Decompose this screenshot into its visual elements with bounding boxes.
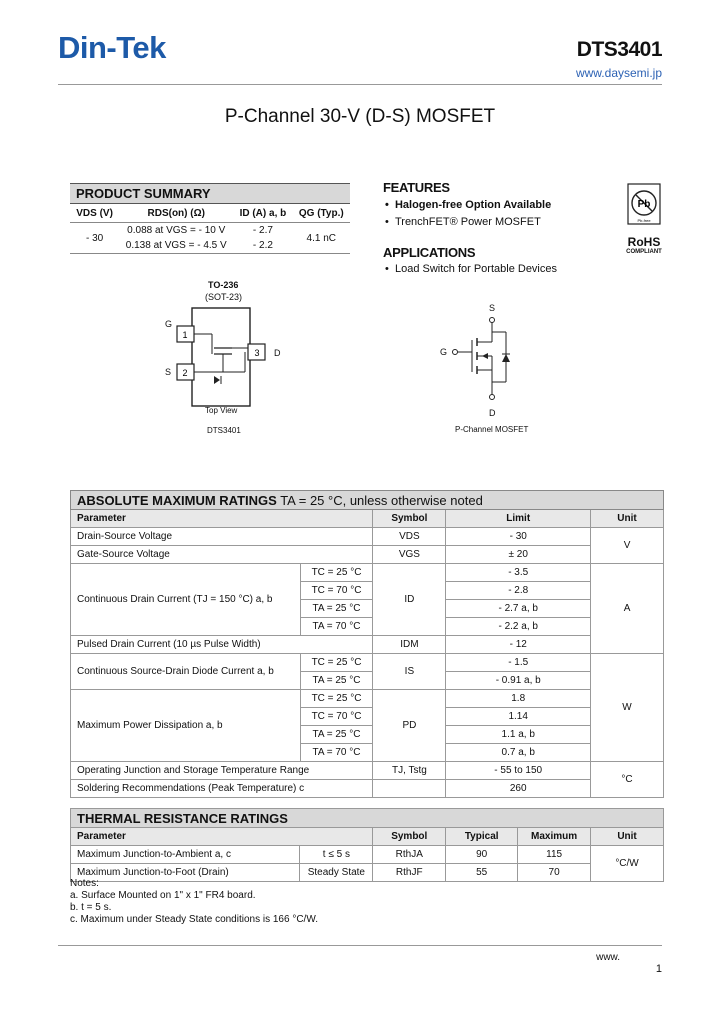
table-row: Maximum Junction-to-Foot (Drain) Steady State RthJF 55 70 <box>71 864 664 882</box>
package-sub: (SOT-23) <box>205 292 243 302</box>
website-link[interactable]: www.daysemi.jp <box>575 66 662 80</box>
thermal-resistance-table: THERMAL RESISTANCE RATINGS Parameter Symbol Typical Maximum Unit Maximum Junction-to-Ambient a, c t ≤ 5 s RthJA 90 115 °C/W Maximum Junction-to-Foot (Drain) Steady State RthJF 55 70 <box>70 808 664 882</box>
package-name: TO-236 <box>208 280 239 290</box>
amr-col-unit: Unit <box>591 510 664 528</box>
svg-text:Pb-free: Pb-free <box>637 218 651 223</box>
pin-d-label: D <box>274 348 281 358</box>
symbol-s-label: S <box>489 303 496 313</box>
pin-g-label: G <box>165 319 173 329</box>
col-id: ID (A) a, b <box>233 204 292 223</box>
footer-divider <box>58 945 662 946</box>
svg-text:3: 3 <box>254 348 260 358</box>
svg-text:Pb: Pb <box>637 199 651 210</box>
features-heading: FEATURES <box>383 180 450 195</box>
table-row: TA = 25 °C - 0.91 a, b <box>71 672 664 690</box>
absolute-maximum-ratings-table <box>70 490 664 798</box>
applications-heading: APPLICATIONS <box>383 245 476 260</box>
rohs-label: RoHS <box>627 235 661 249</box>
page-title: P-Channel 30-V (D-S) MOSFET <box>224 106 496 127</box>
table-row: TA = 70 °C - 2.2 a, b <box>71 618 664 636</box>
header-divider <box>58 84 662 85</box>
feature-item-halogen: • Halogen-free Option Available <box>385 199 552 211</box>
rohs-compliant: COMPLIANT <box>626 249 662 255</box>
rohs-logo <box>624 183 664 255</box>
svg-text:2: 2 <box>182 368 188 378</box>
notes: Notes: a. Surface Mounted on 1" x 1" FR4 board. b. t = 5 s. c. Maximum under Steady State conditions is 166 °C/W. <box>70 878 318 925</box>
table-row: TA = 25 °C - 2.7 a, b <box>71 600 664 618</box>
svg-text:1: 1 <box>182 330 188 340</box>
rds-value-2: 0.138 at VGS = - 4.5 V <box>119 238 233 254</box>
symbol-g-label: G <box>440 347 448 357</box>
table-row: TA = 25 °C 1.1 a, b <box>71 726 664 744</box>
qg-value: 4.1 nC <box>293 223 350 254</box>
table-row: Maximum Power Dissipation a, b TC = 25 °C PD 1.8 <box>71 690 664 708</box>
table-row: Pulsed Drain Current (10 µs Pulse Width) IDM - 12 <box>71 636 664 654</box>
feature-item-trenchfet: • TrenchFET® Power MOSFET <box>385 216 541 228</box>
vds-value: - 30 <box>70 223 119 254</box>
table-row: Continuous Drain Current (TJ = 150 °C) a, b TC = 25 °C ID - 3.5 A <box>71 564 664 582</box>
package-outline <box>150 304 310 414</box>
footer-url[interactable]: www. <box>596 952 620 963</box>
package-diagram <box>150 280 310 440</box>
symbol-caption: P-Channel MOSFET <box>455 425 529 434</box>
symbol-d-label: D <box>489 408 496 418</box>
table-row: Operating Junction and Storage Temperature Range TJ, Tstg - 55 to 150 °C <box>71 762 664 780</box>
table-row: Maximum Junction-to-Ambient a, c t ≤ 5 s RthJA 90 115 °C/W <box>71 846 664 864</box>
col-vds: VDS (V) <box>70 204 119 223</box>
pin-s-label: S <box>165 367 172 377</box>
rds-value-1: 0.088 at VGS = - 10 V <box>127 225 226 236</box>
page-number: 1 <box>655 963 662 975</box>
id-value-2: - 2.2 <box>233 238 292 254</box>
amr-col-symbol: Symbol <box>373 510 446 528</box>
mosfet-symbol <box>430 300 550 440</box>
table-row: Drain-Source Voltage VDS - 30 V <box>71 528 664 546</box>
rohs-pb-icon <box>624 183 664 227</box>
mosfet-schematic-icon <box>430 300 550 420</box>
table-row: Gate-Source Voltage VGS ± 20 <box>71 546 664 564</box>
product-summary-table <box>70 183 350 254</box>
col-rds: RDS(on) (Ω) <box>119 204 233 223</box>
amr-col-parameter: Parameter <box>71 510 373 528</box>
product-summary-heading: PRODUCT SUMMARY <box>70 184 350 204</box>
table-row: TC = 70 °C 1.14 <box>71 708 664 726</box>
application-item-load-switch: • Load Switch for Portable Devices <box>385 263 557 275</box>
part-number: DTS3401 <box>576 38 662 61</box>
table-row: Continuous Source-Drain Diode Current a, b TC = 25 °C IS - 1.5 W <box>71 654 664 672</box>
thermal-heading: THERMAL RESISTANCE RATINGS <box>71 809 664 828</box>
id-value-1: - 2.7 <box>252 225 273 236</box>
amr-heading: ABSOLUTE MAXIMUM RATINGS TA = 25 °C, unless otherwise noted <box>71 491 664 510</box>
table-row: TC = 70 °C - 2.8 <box>71 582 664 600</box>
top-view-label: Top View <box>205 406 238 415</box>
col-qg: QG (Typ.) <box>293 204 350 223</box>
amr-col-limit: Limit <box>446 510 591 528</box>
company-logo: Din-Tek <box>58 30 166 65</box>
table-row: Soldering Recommendations (Peak Temperature) c 260 <box>71 780 664 798</box>
table-row: TA = 70 °C 0.7 a, b <box>71 744 664 762</box>
package-part-label: DTS3401 <box>207 426 241 435</box>
